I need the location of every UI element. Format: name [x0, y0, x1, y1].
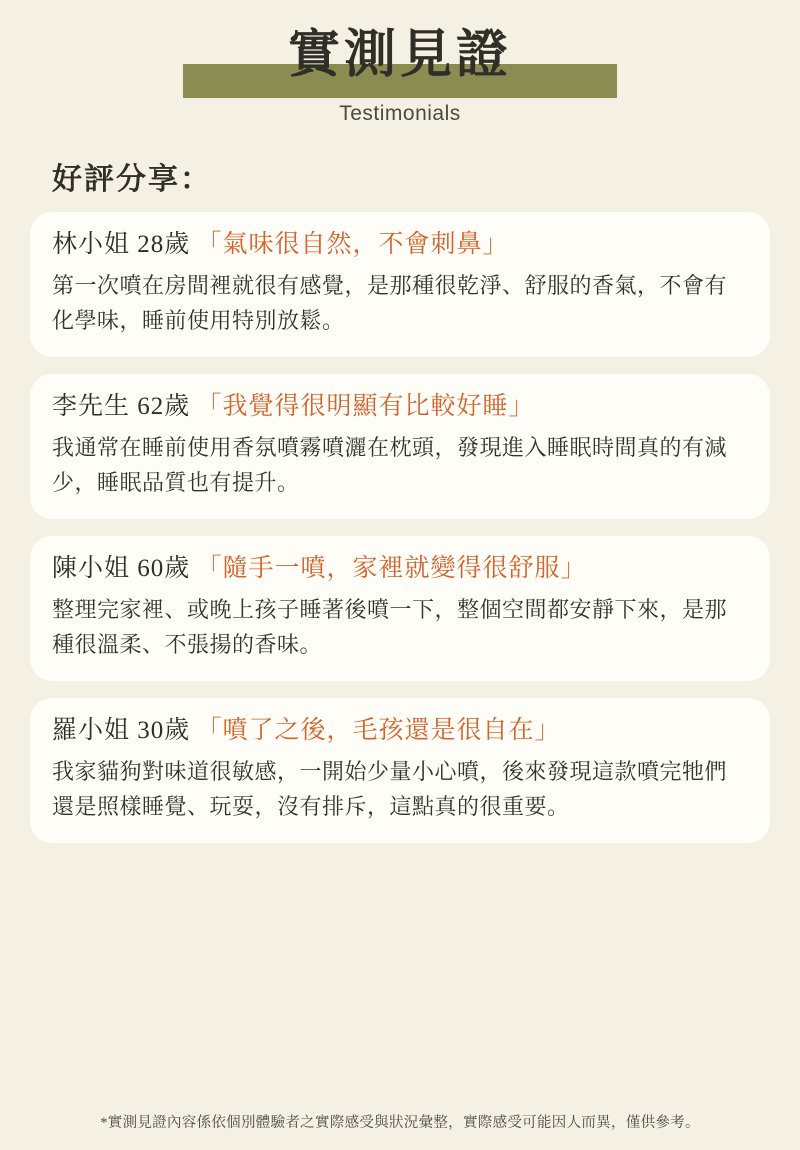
testimonial-quote-line: [52, 714, 748, 748]
testimonial-quote-line: [52, 228, 748, 262]
footnote: *實測見證內容係依個別體驗者之實際感受與狀況彙整，實際感受可能因人而異，僅供參考。: [100, 1115, 700, 1131]
section-heading: 好評分享：: [52, 162, 212, 196]
testimonial-card: [30, 374, 770, 519]
testimonial-quote: 「噴了之後，毛孩還是很自在」: [196, 716, 561, 744]
testimonial-quote: 「隨手一噴，家裡就變得很舒服」: [196, 554, 587, 582]
testimonial-quote-line: [52, 552, 748, 586]
testimonial-quote: 「我覺得很明顯有比較好睡」: [196, 392, 535, 420]
testimonial-person: 李先生 62歲: [52, 392, 191, 420]
testimonial-body: 整理完家裡、或晚上孩子睡著後噴一下，整個空間都安靜下來，是那種很溫柔、不張揚的香味。: [52, 596, 728, 658]
testimonial-body: 第一次噴在房間裡就很有感覺，是那種很乾淨、舒服的香氣，不會有化學味，睡前使用特別放鬆。: [52, 272, 728, 334]
testimonial-quote-line: [52, 390, 748, 424]
testimonial-body: 我通常在睡前使用香氛噴霧噴灑在枕頭，發現進入睡眠時間真的有減少，睡眠品質也有提升。: [52, 434, 728, 496]
testimonial-person: 陳小姐 60歲: [52, 554, 191, 582]
testimonial-list: [30, 212, 770, 843]
testimonial-quote: 「氣味很自然，不會刺鼻」: [196, 230, 509, 258]
page-title: 實測見證: [287, 27, 512, 84]
testimonial-card: [30, 536, 770, 681]
testimonial-person: 林小姐 28歲: [52, 230, 191, 258]
title-wrap: [278, 26, 522, 86]
testimonial-body: 我家貓狗對味道很敏感，一開始少量小心噴，後來發現這款噴完牠們還是照樣睡覺、玩耍，沒有排斥，這點真的很重要。: [52, 758, 728, 820]
testimonial-card: [30, 698, 770, 843]
page-header: [30, 0, 770, 126]
page-subtitle: Testimonials: [339, 101, 461, 125]
testimonial-person: 羅小姐 30歲: [52, 716, 191, 744]
testimonial-card: [30, 212, 770, 357]
